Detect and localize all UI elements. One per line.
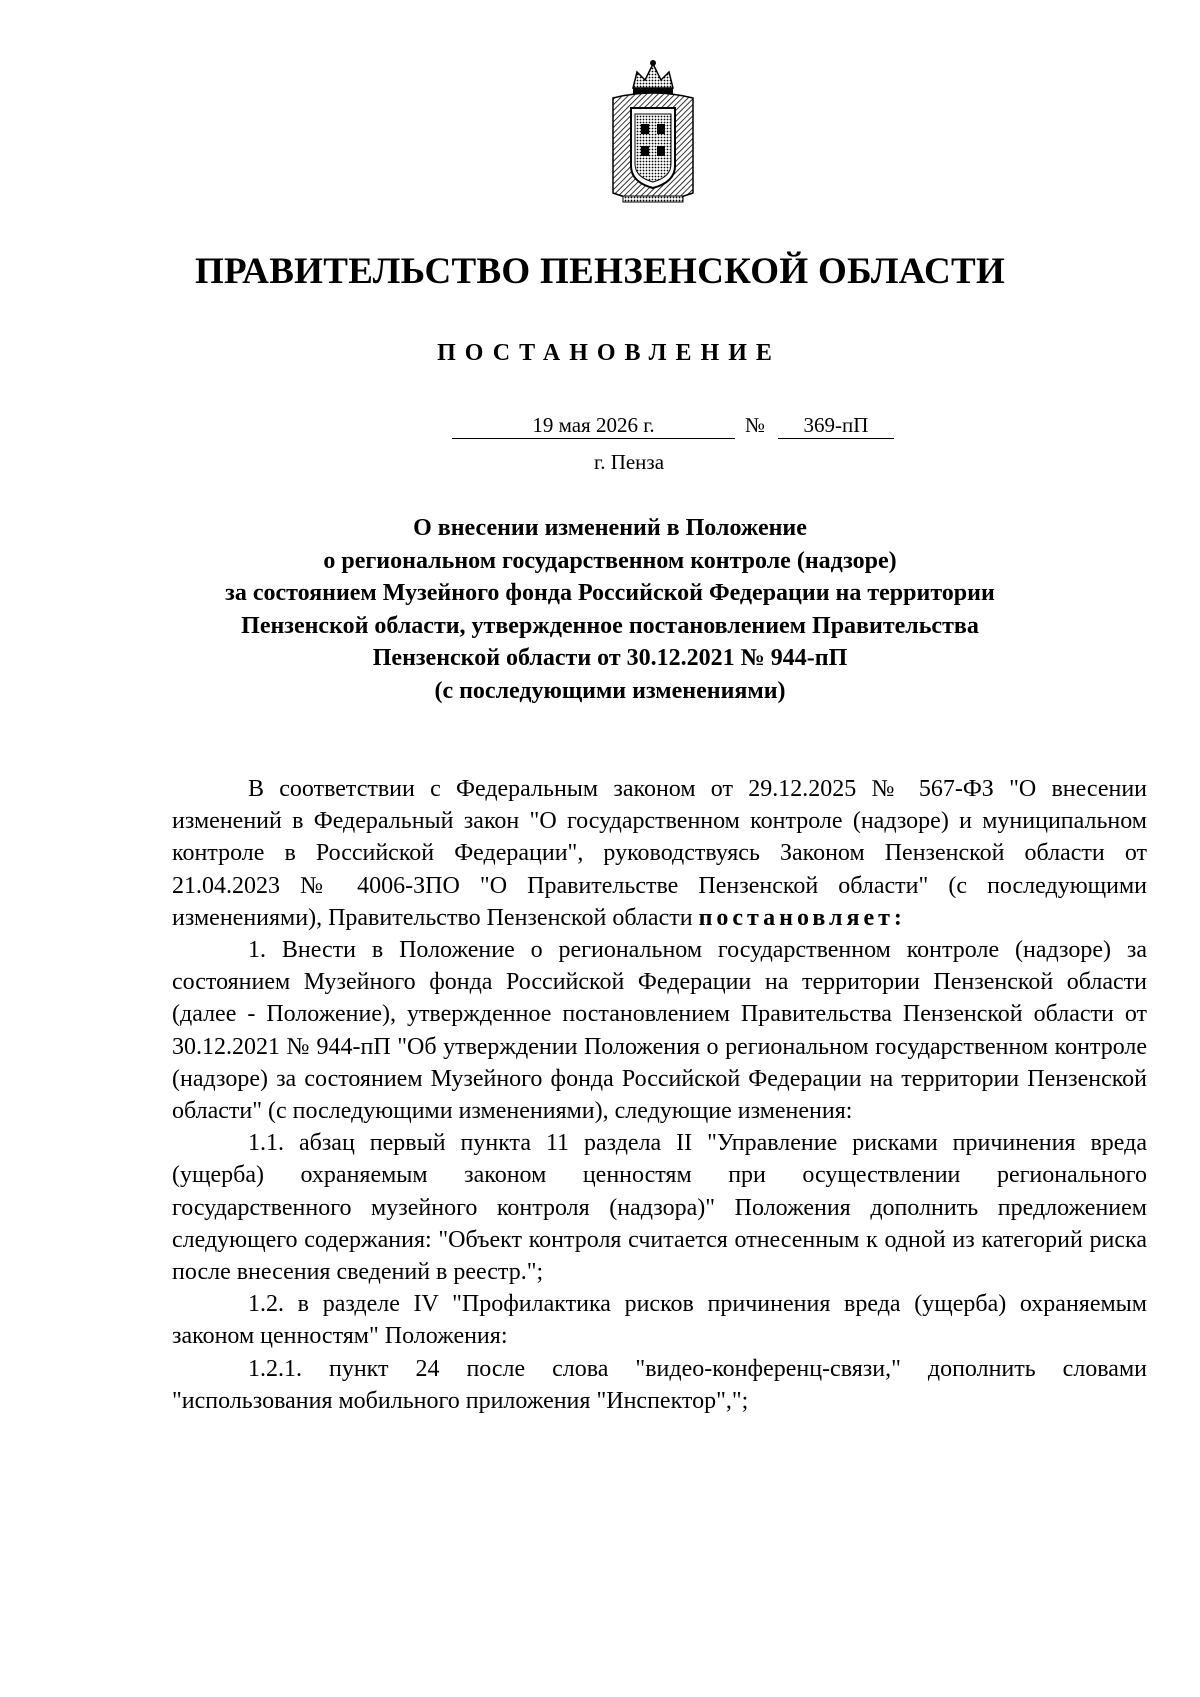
- subject-line: О внесении изменений в Положение: [413, 515, 807, 541]
- document-number: 369-пП: [778, 412, 894, 439]
- subject-line: о региональном государственном контроле (надзоре): [323, 547, 897, 574]
- document-date: 19 мая 2026 г.: [452, 412, 735, 439]
- organization-title: ПРАВИТЕЛЬСТВО ПЕНЗЕНСКОЙ ОБЛАСТИ: [194, 251, 1006, 292]
- preamble-text: В соответствии с Федеральным законом от 29.12.2025 № 567-ФЗ "О внесении изменений в Федеральный закон "О государственном контроле (надзоре) и муниципальном контроле в Российской Федерации", руководствуясь Законом Пензенской области от 21.04.2023 № 4006-ЗПО "О Правительстве Пензенской области" (с последующими изменениями), Правительство Пензенской области: [172, 776, 1147, 931]
- body-paragraph: 1.1. абзац первый пункта 11 раздела II "Управление рисками причинения вреда (ущерба) охраняемым законом ценностям при осуществлении регионального государственного музейного контроля (надзора)" Положения дополнить предложением следующего содержания: "Объект контроля считается отнесенным к одной из категорий риска после внесения сведений в реестр.";: [172, 1130, 1147, 1286]
- body-paragraph: 1.2.1. пункт 24 после слова "видео-конференц-связи," дополнить словами "использования мобильного приложения "Инспектор",";: [172, 1355, 1147, 1414]
- number-sign: №: [745, 413, 766, 437]
- subject-line: (с последующими изменениями): [434, 677, 786, 704]
- document-subject: [150, 512, 1070, 707]
- body-paragraph: [172, 773, 1147, 934]
- subject-line: за состоянием Музейного фонда Российской Федерации на территории: [225, 580, 995, 606]
- document-body: [172, 773, 1147, 1417]
- coat-of-arms-emblem: [603, 58, 703, 208]
- subject-line: Пензенской области от 30.12.2021 № 944-пП: [372, 645, 848, 671]
- document-type: ПОСТАНОВЛЕНИЕ: [437, 340, 781, 366]
- decree-word: постановляет:: [698, 904, 906, 931]
- body-paragraph: 1. Внести в Положение о региональном государственном контроле (надзоре) за состоянием Музейного фонда Российской Федерации на территории Пензенской области (далее - Положение), утвержденное постановлением Правительства Пензенской области от 30.12.2021 № 944-пП "Об утверждении Положения о региональном государственном контроле (надзоре) за состоянием Музейного фонда Российской Федерации на территории Пензенской области" (с последующими изменениями), следующие изменения:: [172, 937, 1147, 1125]
- document-city: г. Пенза: [593, 450, 665, 474]
- body-paragraph: 1.2. в разделе IV "Профилактика рисков причинения вреда (ущерба) охраняемым законом ценностям" Положения:: [172, 1291, 1147, 1350]
- subject-line: Пензенской области, утвержденное постановлением Правительства: [241, 612, 979, 639]
